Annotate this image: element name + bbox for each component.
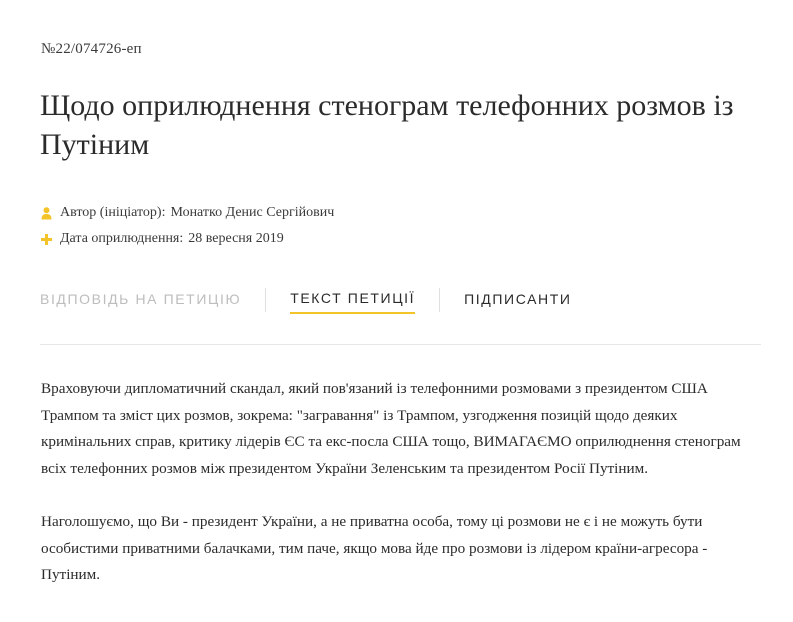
plus-icon	[40, 232, 52, 246]
date-label: Дата оприлюднення:	[60, 231, 184, 246]
petition-meta	[40, 200, 334, 252]
petition-paragraph: Наголошуємо, що Ви - президент України, а не приватна особа, тому ці розмови не є і не можуть бути особистими приватними балачками, тим паче, якщо мова йде про розмови із лідером країни-агресора - Путіним.	[41, 513, 708, 583]
petition-paragraph: Враховуючи дипломатичний скандал, який пов'язаний із телефонними розмовами з президентом США Трампом та зміст цих розмов, зокрема: "загравання" із Трампом, узгодження позицій щодо деяких кримінальних справ, критику лідерів ЄС та екс-посла США тощо, ВИМАГАЄМО оприлюднення стенограм всіх телефонних розмов між президентом України Зеленським та президентом Росії Путіним.	[41, 380, 741, 477]
page-title: Щодо оприлюднення стенограм телефонних розмов із Путіним	[40, 89, 734, 161]
tab-petition-text[interactable]: ТЕКСТ ПЕТИЦІЇ	[290, 290, 415, 314]
author-value: Монатко Денис Сергійович	[170, 205, 335, 220]
petition-number: №22/074726-еп	[41, 41, 142, 57]
tab-divider	[439, 288, 440, 312]
author-label: Автор (ініціатор):	[60, 205, 166, 220]
petition-text	[41, 376, 761, 616]
tab-divider	[265, 288, 266, 312]
section-divider	[40, 344, 761, 345]
petition-tabs	[40, 290, 572, 314]
author-row	[40, 200, 334, 226]
tab-signatories[interactable]: ПІДПИСАНТИ	[464, 291, 572, 307]
user-icon	[40, 206, 52, 220]
date-row	[40, 226, 334, 252]
date-value: 28 вересня 2019	[188, 231, 284, 246]
tab-response[interactable]: ВІДПОВІДЬ НА ПЕТИЦІЮ	[40, 291, 242, 307]
